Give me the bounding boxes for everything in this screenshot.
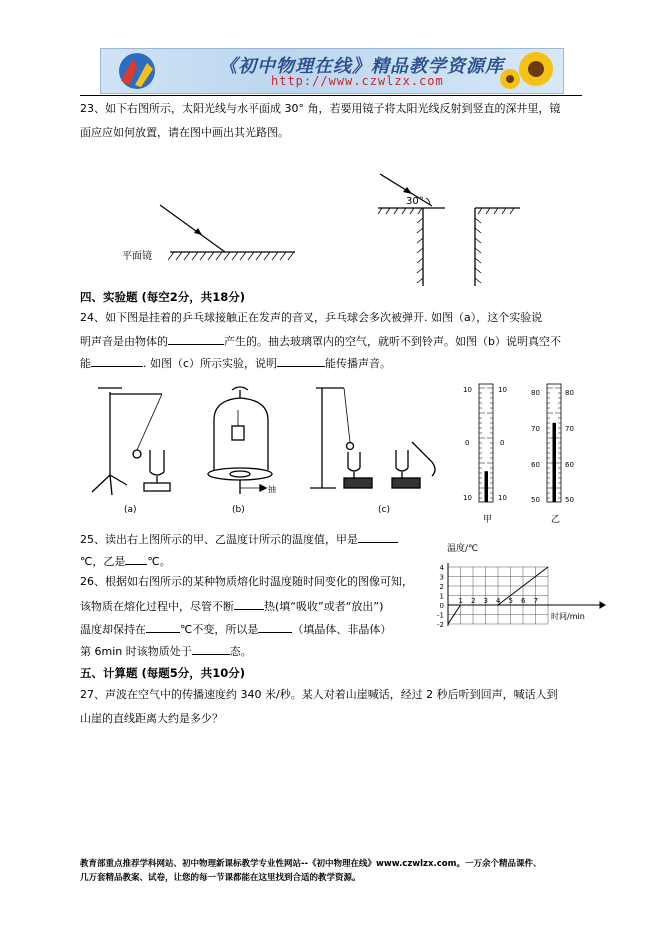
chart-xtick: 7 bbox=[533, 597, 538, 605]
figure-a bbox=[92, 388, 170, 495]
q26-line3a: 温度却保持在 bbox=[80, 623, 146, 636]
jia-mercury bbox=[485, 471, 489, 502]
q24-line2 bbox=[80, 333, 561, 349]
q24-figures bbox=[82, 380, 452, 522]
pump-label: 抽 bbox=[268, 485, 276, 494]
chart-ylabel: 温度/℃ bbox=[447, 544, 479, 554]
q26-blank2[interactable] bbox=[146, 621, 180, 633]
q24-blank1[interactable] bbox=[168, 333, 224, 345]
logo-icon bbox=[107, 51, 167, 91]
q24-line3 bbox=[80, 355, 391, 371]
q26-line2b: 热(填“吸收”或者“放出”) bbox=[264, 600, 384, 613]
q26-line4a: 第 6min 时该物质处于 bbox=[80, 645, 192, 658]
header-rule bbox=[80, 95, 582, 96]
thermo-jia-label: 甲 bbox=[483, 515, 493, 525]
chart-xlabel: 时间/min bbox=[551, 612, 585, 621]
jia-tick-top: 10 bbox=[463, 386, 472, 394]
q25-line1 bbox=[80, 531, 398, 547]
melting-chart bbox=[425, 540, 605, 640]
q25-line1-text: 25、读出右上图所示的甲、乙温度计所示的温度值，甲是 bbox=[80, 533, 358, 546]
yi-tick-70-r: 70 bbox=[565, 425, 574, 433]
q24-line2a: 明声音是由物体的 bbox=[80, 335, 168, 348]
yi-tick-50-r: 50 bbox=[565, 496, 574, 504]
q23-left-figure bbox=[122, 195, 300, 270]
q24-line1: 24、如下图是挂着的乒乓球接触正在发声的音叉，乒乓球会多次被弹开. 如图（a），这个实验说 bbox=[80, 311, 543, 324]
yi-tick-60: 60 bbox=[531, 461, 540, 469]
chart-ytick: 1 bbox=[439, 592, 444, 601]
chart-ytick: -1 bbox=[437, 611, 444, 620]
yi-tick-60-r: 60 bbox=[565, 461, 574, 469]
caption-b: (b) bbox=[232, 505, 245, 515]
chart-xtick: 4 bbox=[496, 597, 501, 605]
yi-mercury bbox=[553, 423, 557, 502]
chart-ytick: 2 bbox=[439, 583, 444, 591]
header-banner bbox=[100, 48, 564, 94]
chart-ytick: -2 bbox=[437, 621, 444, 629]
footer-line2: 几万套精品教案、试卷，让您的每一节课都能在这里找到合适的教学资源。 bbox=[80, 873, 361, 883]
q24-blank2[interactable] bbox=[91, 355, 143, 367]
q23-line2: 面应应如何放置，请在图中画出其光路图。 bbox=[80, 126, 289, 139]
thermometer-yi bbox=[531, 384, 574, 525]
q26-line2 bbox=[80, 598, 383, 614]
chart-ytick: 4 bbox=[439, 564, 444, 572]
q24-line3b: . 如图（c）所示实验，说明 bbox=[143, 357, 278, 370]
jia-tick-mid: 0 bbox=[465, 439, 470, 447]
angle-label: 30° bbox=[406, 196, 424, 207]
q26-line3b: ℃不变，所以是 bbox=[180, 623, 259, 636]
q24-line3c: 能传播声音。 bbox=[325, 357, 392, 370]
q26-line4b: 态。 bbox=[229, 645, 252, 658]
thermometers-figure bbox=[455, 382, 590, 527]
q23-line1: 23、如下右图所示，太阳光线与水平面成 30° 角，若要用镜子将太阳光线反射到竖直的深井里，镜 bbox=[80, 102, 561, 115]
q27-line1: 27、声波在空气中的传播速度约 340 米/秒。某人对着山崖喊话，经过 2 秒后听到回声，喊话人到 bbox=[80, 688, 558, 701]
q26-line1: 26、根据如右图所示的某种物质熔化时温度随时间变化的图像可知， bbox=[80, 575, 413, 588]
q27-line2: 山崖的直线距离大约是多少？ bbox=[80, 712, 223, 725]
q26-line3 bbox=[80, 621, 391, 637]
sunflower-icon bbox=[496, 49, 562, 93]
banner-title: 《初中物理在线》精品教学资源库 bbox=[219, 56, 504, 77]
caption-a: (a) bbox=[124, 505, 137, 515]
q26-blank3[interactable] bbox=[258, 621, 292, 633]
banner-url: http://www.czwlzx.com bbox=[271, 74, 444, 88]
jia-tick-bot-r: 10 bbox=[498, 494, 507, 502]
q26-blank4[interactable] bbox=[192, 643, 230, 655]
yi-tick-80-r: 80 bbox=[565, 389, 574, 397]
chart-ytick: 3 bbox=[439, 573, 444, 582]
footer-line1: 教育部重点推荐学科网站、初中物理新课标教学专业性网站--《初中物理在线》www.czwlzx.com。一万余个精品课件、 bbox=[80, 859, 542, 869]
chart-xtick: 5 bbox=[508, 597, 513, 605]
yi-tick-80: 80 bbox=[531, 389, 540, 397]
figure-b bbox=[208, 387, 272, 494]
q26-line4 bbox=[80, 643, 252, 659]
q25-blank-jia[interactable] bbox=[358, 531, 398, 543]
q25-line2b: ℃。 bbox=[147, 555, 171, 568]
yi-tick-70: 70 bbox=[531, 425, 540, 433]
jia-tick-top-r: 10 bbox=[498, 386, 507, 394]
thermo-yi-label: 乙 bbox=[551, 515, 561, 525]
thermometer-jia bbox=[463, 384, 507, 525]
chart-xtick: 1 bbox=[458, 597, 463, 605]
chart-xtick: 2 bbox=[471, 597, 476, 605]
chart-xtick: 3 bbox=[483, 597, 488, 605]
q24-blank3[interactable] bbox=[277, 355, 325, 367]
q26-line3c: （填晶体、非晶体） bbox=[292, 623, 392, 636]
q25-blank-yi[interactable] bbox=[125, 553, 147, 565]
section4-heading: 四、实验题 (每空2分，共18分) bbox=[80, 290, 246, 304]
yi-tick-50: 50 bbox=[531, 496, 540, 504]
q24-line2b: 产生的。抽去玻璃罩内的空气，就听不到铃声。如图（b）说明真空不 bbox=[224, 335, 561, 348]
figure-c bbox=[310, 388, 435, 488]
q25-line2a: ℃，乙是 bbox=[80, 555, 126, 568]
mirror-label: 平面镜 bbox=[122, 251, 152, 262]
x-axis-arrow bbox=[600, 602, 605, 608]
chart-xtick: 6 bbox=[521, 597, 526, 605]
section5-heading: 五、计算题 (每题5分，共10分) bbox=[80, 666, 246, 680]
caption-c: (c) bbox=[378, 505, 390, 515]
chart-ytick: 0 bbox=[439, 602, 444, 610]
q23-well-figure bbox=[370, 168, 530, 290]
q26-line2a: 该物质在熔化过程中，尽管不断 bbox=[80, 600, 234, 613]
jia-tick-bot: 10 bbox=[463, 494, 472, 502]
q25-line2 bbox=[80, 553, 171, 569]
q24-line3a: 能 bbox=[80, 357, 91, 370]
q26-blank1[interactable] bbox=[234, 598, 264, 610]
jia-tick-mid-r: 0 bbox=[500, 439, 505, 447]
